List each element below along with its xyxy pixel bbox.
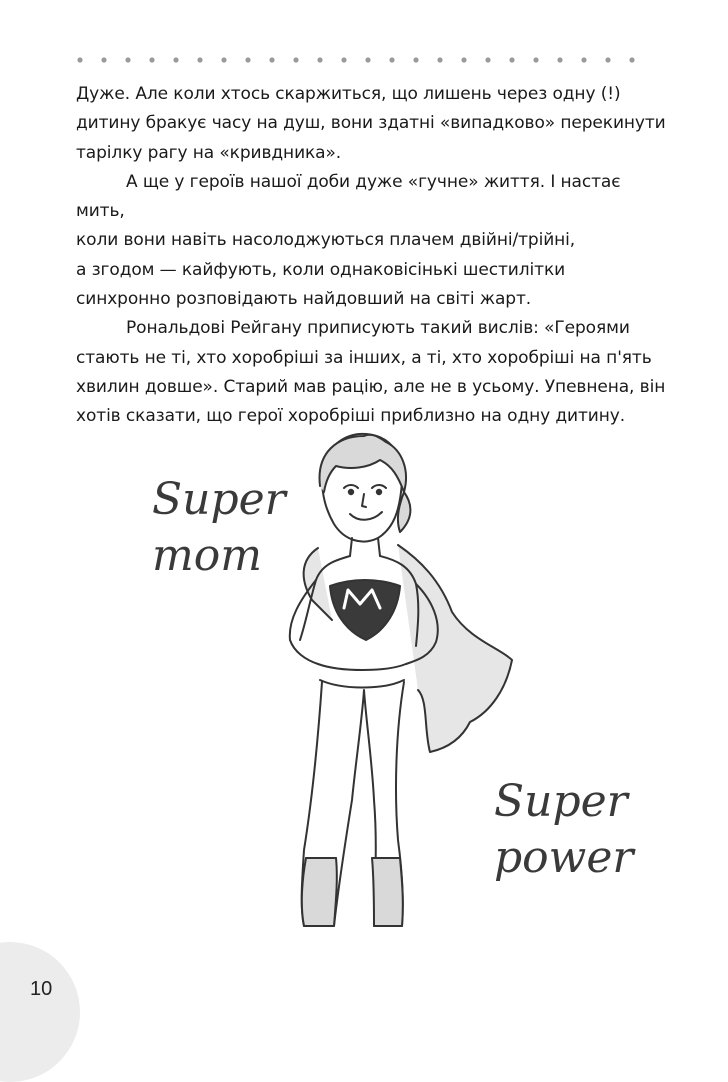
cape [304, 545, 512, 752]
caption-line: mom [152, 530, 262, 581]
caption-line: Super [152, 474, 286, 525]
text-line: а згодом — кайфують, коли однаковісінькі шестилітки [76, 259, 566, 280]
caption-super-mom [152, 474, 286, 590]
text-line: тарілку рагу на «кривдника». [76, 142, 342, 163]
text-line: стають не ті, хто хоробріші за інших, а ті, хто хоробріші на п'ять [76, 347, 652, 368]
text-line: А ще у героїв нашої доби дуже «гучне» життя. І настає мить, [76, 171, 621, 222]
page-number: 10 [30, 978, 53, 1000]
text-line: Дуже. Але коли хтось скаржиться, що лишень через одну (!) [76, 84, 621, 104]
text-line: Рональдові Рейгану приписують такий вислів: «Героями [126, 318, 630, 339]
text-line: синхронно розповідають найдовший на світі жарт. [76, 289, 532, 310]
emblem-shield [330, 580, 400, 640]
text-line: дитину бракує часу на душ, вони здатні «випадково» перекинути [76, 113, 666, 134]
caption-line: power [494, 832, 634, 883]
text-line: хвилин довше». Старий мав рацію, але не в усьому. Упевнена, він [76, 376, 666, 397]
caption-super-power [494, 776, 634, 892]
text-line: хотів сказати, що герої хоробріші приблизно на одну дитину. [76, 406, 626, 427]
caption-line: Super [494, 776, 628, 827]
text-line: коли вони навіть насолоджуються плачем двійні/трійні, [76, 230, 576, 251]
